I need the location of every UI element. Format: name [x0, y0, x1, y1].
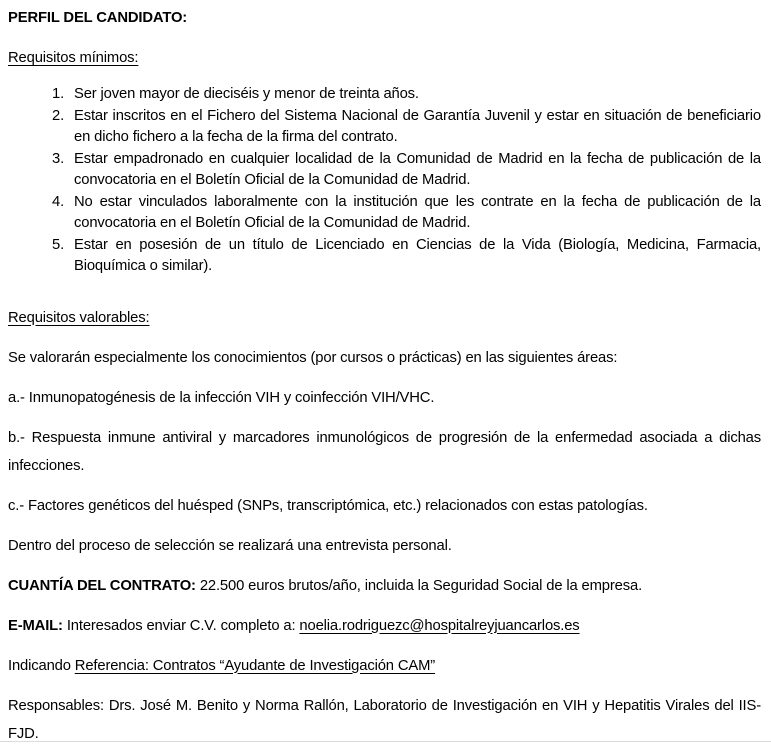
- requirement-item-3: 3. Estar empadronado en cualquier localidad de la Comunidad de Madrid en la fecha de publicación de la convocatoria en el Boletín Oficial de la Comunidad de Madrid.: [68, 149, 761, 192]
- contract-amount-label: CUANTÍA DEL CONTRATO:: [8, 577, 196, 594]
- contract-amount-line: [8, 572, 761, 600]
- min-requirements-list: [8, 84, 761, 278]
- email-address-link[interactable]: noelia.rodriguezc@hospitalreyjuancarlos.es: [299, 617, 580, 634]
- page-title: PERFIL DEL CANDIDATO:: [8, 10, 188, 26]
- valuable-requirements-heading: Requisitos valorables:: [8, 309, 150, 326]
- reference-line: [8, 652, 761, 680]
- area-item-b: b.- Respuesta inmune antiviral y marcadores inmunológicos de progresión de la enfermedad asociada a dichas infecciones.: [8, 429, 761, 474]
- area-item-a: a.- Inmunopatogénesis de la infección VIH y coinfección VIH/VHC.: [8, 389, 435, 406]
- responsables-line: Responsables: Drs. José M. Benito y Norma Rallón, Laboratorio de Investigación en VIH y Hepatitis Virales del IIS-FJD.: [8, 697, 761, 742]
- email-line: [8, 612, 761, 640]
- contract-amount-text: 22.500 euros brutos/año, incluida la Seguridad Social de la empresa.: [199, 577, 643, 594]
- requirement-item-2: 2. Estar inscritos en el Fichero del Sistema Nacional de Garantía Juvenil y estar en situación de beneficiario en dicho fichero a la fecha de la firma del contrato.: [68, 106, 761, 149]
- valuable-requirements-intro: Se valorarán especialmente los conocimientos (por cursos o prácticas) en las siguientes áreas:: [8, 349, 618, 366]
- requirement-item-5: 5. Estar en posesión de un título de Licenciado en Ciencias de la Vida (Biología, Medicina, Farmacia, Bioquímica o similar).: [68, 235, 761, 278]
- reference-prefix: Indicando: [8, 657, 71, 674]
- min-requirements-heading: Requisitos mínimos:: [8, 50, 139, 66]
- reference-underlined-text: Referencia: Contratos “Ayudante de Investigación CAM”: [74, 657, 436, 674]
- email-label: E-MAIL:: [8, 617, 63, 634]
- email-intro-text: Interesados enviar C.V. completo a:: [66, 617, 296, 634]
- page-bottom-border: [0, 741, 771, 742]
- area-item-c: c.- Factores genéticos del huésped (SNPs, transcriptómica, etc.) relacionados con estas patologías.: [8, 497, 648, 514]
- selection-note: Dentro del proceso de selección se realizará una entrevista personal.: [8, 537, 452, 554]
- requirement-item-4: 4. No estar vinculados laboralmente con la institución que les contrate en la fecha de publicación de la convocatoria en el Boletín Oficial de la Comunidad de Madrid.: [68, 192, 761, 235]
- requirement-item-1: 1. Ser joven mayor de dieciséis y menor de treinta años.: [68, 84, 761, 106]
